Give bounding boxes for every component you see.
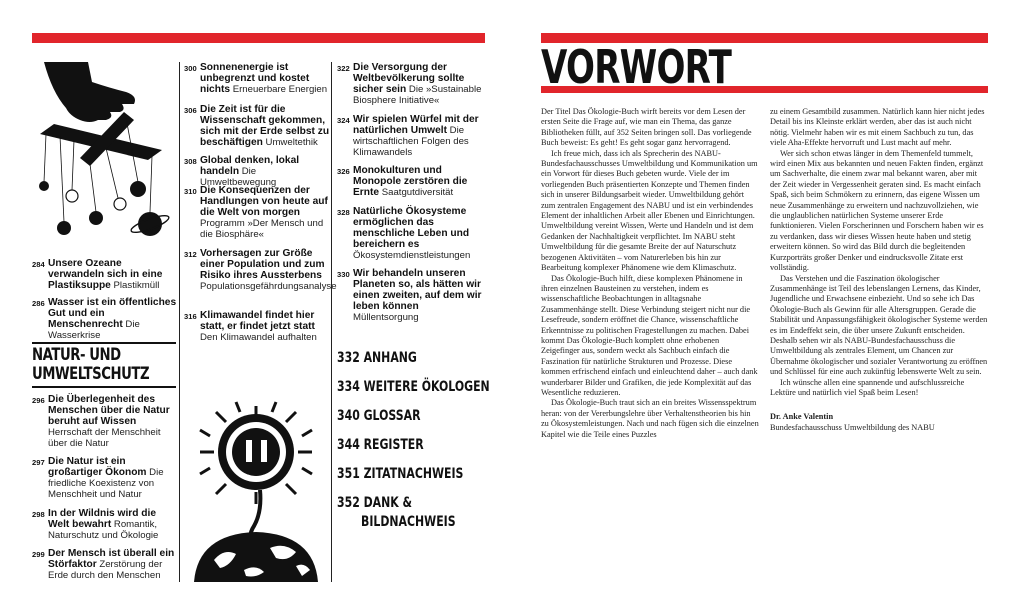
section-rule-top [32, 342, 176, 344]
signature-role: Bundesfachausschuss Umweltbildung des NABU [770, 422, 935, 432]
back-matter-glossar[interactable]: 340 GLOSSAR [337, 408, 421, 424]
entry-subtitle: Populationsgefährdungsanalyse [200, 281, 337, 292]
page-number: 298 [32, 510, 45, 519]
signature-name: Dr. Anke Valentin [770, 412, 834, 422]
entry-title: Die Überlegenheit des Menschen über die Natur beruht auf Wissen [48, 394, 170, 427]
sun-plug-earth-illustration [184, 400, 328, 582]
section-heading [32, 346, 149, 384]
entry-title: Wasser ist ein öffentliches Gut und ein Menschenrecht [48, 297, 177, 330]
puppeteer-hand-illustration [30, 62, 178, 250]
page-number: 316 [184, 312, 197, 321]
entry-title: Die Zeit ist für die Wissenschaft gekommen, sich mit der Erde selbst zu beschäftigen [200, 104, 330, 148]
back-matter-zitatnachweis[interactable]: 351 ZITATNACHWEIS [337, 466, 464, 482]
entry-title: In der Wildnis wird die Welt bewahrt [48, 508, 157, 530]
page-number: 300 [184, 64, 197, 73]
page-number: 308 [184, 157, 197, 166]
section-heading-line-1: NATUR- UND [32, 345, 121, 365]
back-matter-bildnachweis[interactable]: BILDNACHWEIS [361, 514, 456, 530]
entry-title: Sonnenenergie ist unbegrenzt und kostet nichts [200, 62, 310, 95]
entry-subtitle: Den Klimawandel aufhalten [200, 332, 317, 343]
back-matter-dank[interactable]: 352 DANK & [337, 495, 413, 511]
section-rule-bottom [32, 386, 176, 388]
entry-title: Wir spielen Würfel mit der natürlichen Umwelt [353, 114, 479, 136]
entry-subtitle: Müllentsorgung [353, 312, 419, 323]
paragraph: Das Ökologie-Buch traut sich an ein breites Wissensspektrum heran: von der Vererbungslehre über Verhaltenstheorien bis hin zu Ökosystemleistungen. Nach und nach fügen sich die einzelnen Kapitel wie die Teile eines Puzzles [541, 398, 759, 439]
paragraph: Das Verstehen und die Faszination ökologischer Zusammenhänge ist Teil des lebenslangen Lernens, das Kinder, Jugendliche und Erwachsene einbezieht. Und so sehe ich Das Ökologie-Buch als Gewinn für alle Altersgruppen. Gerade die Stabilität und Anpassungsfähigkeit ökologischer Systeme werden es im Endeffekt sein, die über unsere Zukunft entscheiden. Deshalb sehen wir als NABU-Bundesfachausschuss die Umweltbildung als zentrales Element, um Chancen zur Übernahme ökologischer und sozialer Verantwortung zu eröffnen und Schlüssel für eine auch zukünftig lebenswerte Welt zu sein. [770, 273, 988, 377]
entry-subtitle: Herrschaft der Menschheit über die Natur [48, 427, 161, 449]
page-number: 330 [337, 270, 350, 279]
entry-subtitle: Saatgutdiversität [381, 187, 454, 198]
page-number: 312 [184, 250, 197, 259]
page-number: 322 [337, 64, 350, 73]
entry-subtitle: Ökosystemdienstleistungen [353, 250, 471, 261]
page-number: 310 [184, 187, 197, 196]
paragraph: Das Ökologie-Buch hilft, diese komplexen Phänomene in ihren einzelnen Bausteinen zu verstehen, indem es wissenschaftliche Beobachtungen in alltagsnahe Zusammenhänge stellt. Diese Verbindung steigert nicht nur die Lesefreude, sondern eröffnet die Chance, wissenschaftliche Erkenntnisse zu politischen Fragestellungen zu machen. Dabei kommt Das Ökologie-Buch komplett ohne erhobenen Zeigefinger aus, sondern weckt als Sachbuch einfach die Faszination für natürliche Strukturen und Prozesse. Diese kommen erfrischend einfach und einleuchtend daher – auch dank wunderbarer Bilder und Grafiken, die jede Komplexität auf das Wesentliche reduzieren. [541, 273, 758, 397]
entry-subtitle: Plastikmüll [113, 280, 160, 291]
paragraph: Wer sich schon etwas länger in dem Themenfeld tummelt, wird einen Mix aus bekannten und neuen Fakten finden, ergänzt um Sachverhalte, die einem zwar mal bekannt waren, aber mit der Zeit wieder in Vergessenheit geraten sind. Es macht einfach Spaß, sich beim Schmökern zu erinnern, das eigene Wissen um neue Zusammenhänge zu erweitern und nachzuvollziehen, wie die unglaublichen natürlichen Systeme unserer Erde funktionieren. Vielen Forscherinnen und Forschern haben wir es zu verdanken, dass wir dieses Wissen heute haben und stetig erweitern können. So wird das Bild durch die begleitenden Kurzporträts großer Denker und eindrucksvolle Zitate erst vollständig. [770, 148, 984, 273]
entry-title: Natürliche Ökosysteme ermöglichen das menschliche Leben und bereichern es [353, 206, 470, 250]
section-heading-line-2: UMWELTSCHUTZ [32, 364, 150, 384]
entry-subtitle: Die Wasserkrise [48, 319, 140, 341]
entry-subtitle: Die friedliche Koexistenz von Menschheit und Natur [48, 467, 164, 500]
page-number: 306 [184, 106, 197, 115]
back-matter-weitere-oekologen[interactable]: 334 WEITERE ÖKOLOGEN [337, 379, 490, 395]
page-title: VORWORT [541, 40, 732, 94]
page-number: 296 [32, 396, 45, 405]
entry-title: Der Mensch ist überall ein Störfaktor [48, 548, 175, 570]
entry-title: Die Versorgung der Weltbevölkerung sollte sicher sein [353, 62, 465, 95]
entry-title: Global denken, lokal handeln [200, 155, 300, 177]
entry-title: Unsere Ozeane verwandeln sich in eine Plastiksuppe [48, 258, 163, 291]
entry-subtitle: Zerstörung der Erde durch den Menschen [48, 559, 163, 581]
page-number: 326 [337, 167, 350, 176]
foreword-column-2 [770, 107, 988, 433]
page-number: 328 [337, 208, 350, 217]
entry-title: Wir behandeln unseren Planeten so, als hätten wir einen zweiten, auf dem wir leben können [353, 268, 482, 312]
entry-title: Vorhersagen zur Größe einer Population und zum Risiko ihres Aussterbens [200, 248, 325, 281]
entry-title: Klimawandel findet hier statt, er findet jetzt statt [200, 310, 315, 332]
page-number: 284 [32, 260, 45, 269]
paragraph: Ich wünsche allen eine spannende und aufschlussreiche Lektüre und natürlich viel Spaß beim Lesen! [770, 377, 965, 397]
page-number: 324 [337, 116, 350, 125]
page-number: 286 [32, 299, 45, 308]
page-number: 299 [32, 550, 45, 559]
entry-title: Die Konsequenzen der Handlungen von heute auf die Welt von morgen [200, 185, 328, 218]
entry-subtitle: Umweltethik [265, 137, 318, 148]
paragraph: zu einem Gesamtbild zusammen. Natürlich kann hier nicht jedes Detail bis ins Kleinste erklärt werden, aber das ist auch nicht nötig. Vielmehr haben wir es mit einem Sachbuch zu tun, das viele Aha-Effekte hervorruft und Lust macht auf mehr. [770, 107, 985, 148]
entry-subtitle: Romantik, Naturschutz und Ökologie [48, 519, 159, 541]
back-matter-anhang[interactable]: 332 ANHANG [337, 350, 417, 366]
page-number: 297 [32, 458, 45, 467]
paragraph: Ich freue mich, dass ich als Sprecherin des NABU-Bundesfachausschusses Umweltbildung und Kommunikation um ein Vorwort für dieses Buch gebeten wurde. Viele der im vorliegenden Buch präsentierten Konzepte und Themen finden sich in unserer Bildungsarbeit wieder. Umweltbildung gehört zum zentralen Engagement des NABU und ist ein verbindendes Element der inhaltlichen Arbeit aller Ebenen und Einrichtungen. Umweltbildung vereint Wissen, Werte und Handeln und ist dem Gedanken der Nachhaltigkeit verpflichtet. Im NABU steht Umweltbildung für die gesamte Breite der auf Naturschutz bezogenen Aktivitäten – vom Naturerleben bis hin zur Bearbeitung komplexer Phänomene wie dem Klimaschutz. [541, 148, 758, 273]
back-matter-register[interactable]: 344 REGISTER [337, 437, 424, 453]
paragraph: Der Titel Das Ökologie-Buch wirft bereits vor dem Lesen der ersten Seite die Frage auf, wie man ein Thema, das ganze Bibliotheken füllt, auf 352 Seiten bringen soll. Das vorliegende Buch beweist: Es geht! Es geht sogar ganz hervorragend. [541, 107, 752, 148]
entry-subtitle: Die »Sustainable Biosphere Initiative« [353, 84, 482, 106]
entry-subtitle: Die Umweltbewegung [200, 166, 277, 188]
entry-subtitle: Die wirtschaftlichen Folgen des Klimawandels [353, 125, 469, 158]
entry-title: Monokulturen und Monopole zerstören die Ernte [353, 165, 468, 198]
foreword-column-1 [541, 107, 759, 440]
left-top-red-bar [32, 33, 485, 43]
entry-subtitle: Programm »Der Mensch und die Biosphäre« [200, 218, 324, 240]
entry-title: Die Natur ist ein großartiger Ökonom [48, 456, 147, 478]
entry-subtitle: Erneuerbare Energien [232, 84, 328, 95]
